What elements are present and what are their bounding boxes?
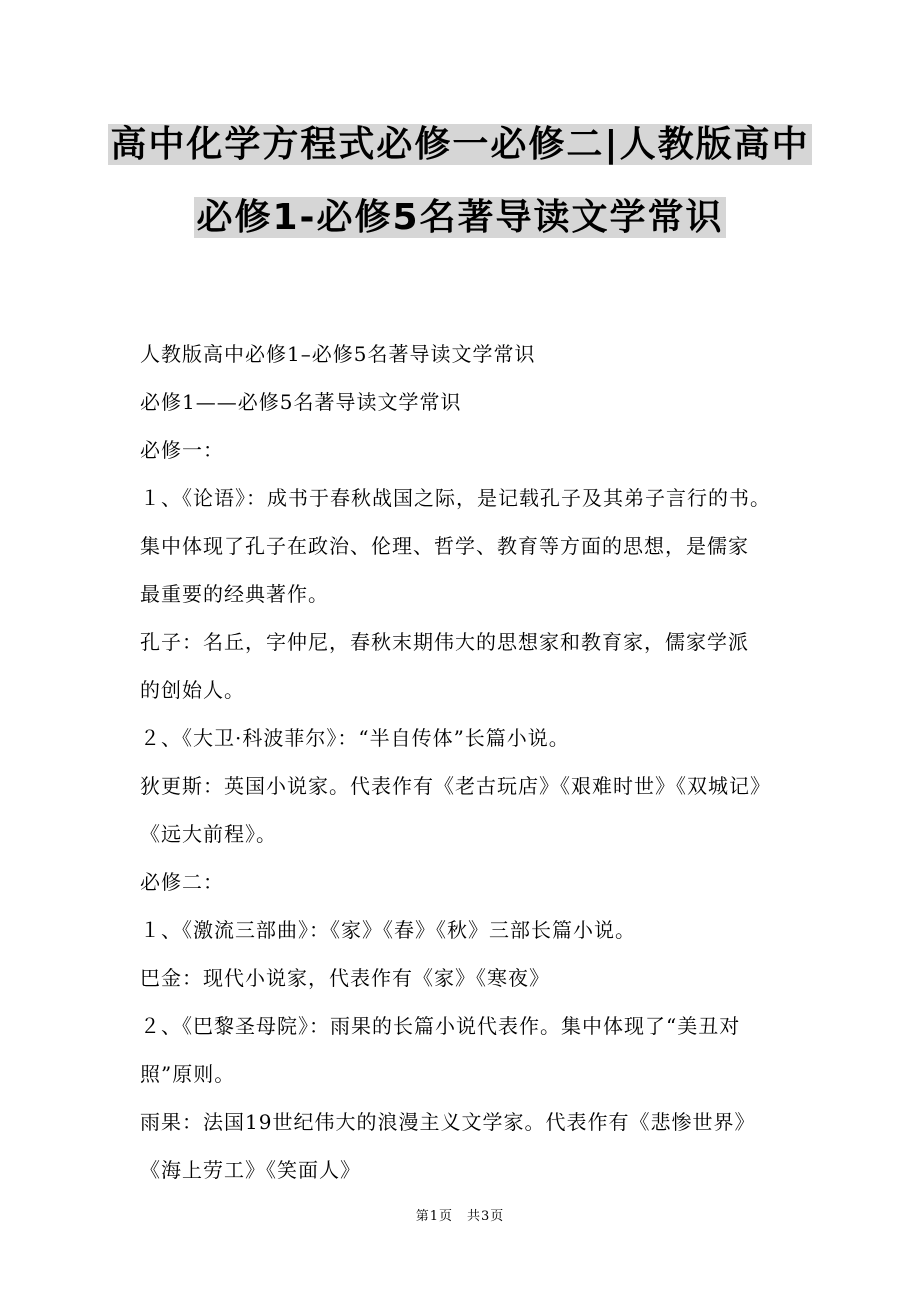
body-line: 巴金：现代小说家，代表作有《家》《寒夜》: [140, 966, 550, 990]
body-line: 集中体现了孔子在政治、伦理、哲学、教育等方面的思想，是儒家: [140, 534, 749, 558]
body-line: ２、《巴黎圣母院》：雨果的长篇小说代表作。集中体现了“美丑对: [140, 1014, 741, 1038]
section-heading: 必修一：: [140, 438, 224, 462]
body-line: 孔子：名丘，字仲尼，春秋末期伟大的思想家和教育家，儒家学派: [140, 630, 749, 654]
body-line: 的创始人。: [140, 678, 245, 702]
body-line: 人教版高中必修1–必修5名著导读文学常识: [140, 342, 536, 366]
body-line: 照”原则。: [140, 1062, 236, 1086]
page-footer: 第1页 共3页: [415, 1209, 505, 1224]
body-line: 必修1——必修5名著导读文学常识: [140, 390, 462, 414]
document-title-line-2: 必修1-必修5名著导读文学常识: [196, 197, 724, 238]
body-line: 《海上劳工》《笑面人》: [140, 1158, 361, 1182]
body-line: 最重要的经典著作。: [140, 582, 329, 606]
body-line: ２、《大卫·科波菲尔》：“半自传体”长篇小说。: [140, 726, 570, 750]
body-line: 狄更斯：英国小说家。代表作有《老古玩店》《艰难时世》《双城记》: [140, 774, 771, 798]
document-title-line-1: 高中化学方程式必修一必修二|人教版高中: [110, 124, 810, 165]
section-heading: 必修二：: [140, 870, 224, 894]
body-line: １、《论语》：成书于春秋战国之际，是记载孔子及其弟子言行的书。: [140, 486, 771, 510]
body-line: １、《激流三部曲》：《家》《春》《秋》三部长篇小说。: [140, 918, 636, 942]
body-line: 雨果：法国19世纪伟大的浪漫主义文学家。代表作有《悲惨世界》: [140, 1110, 756, 1134]
body-line: 《远大前程》。: [140, 822, 277, 846]
